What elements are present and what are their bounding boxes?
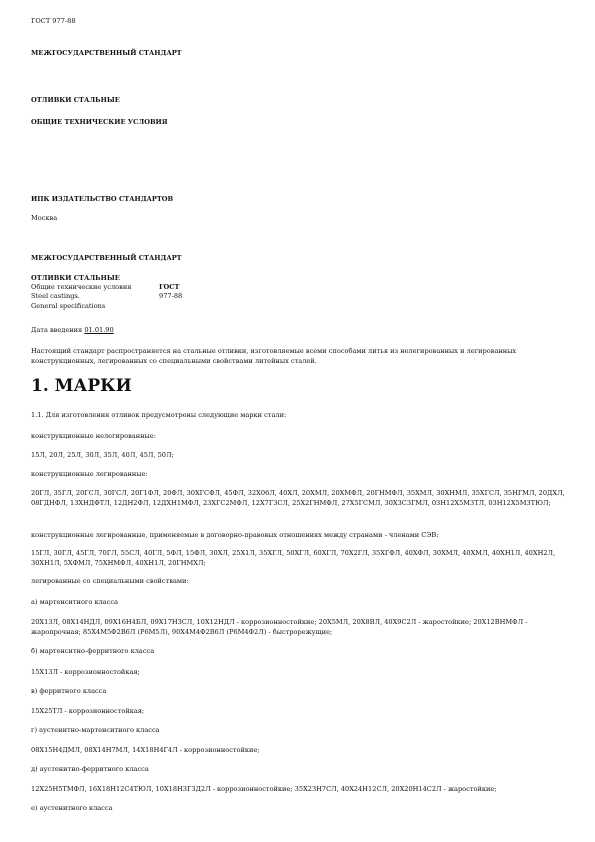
class-heading: г) аустенитно-мартенситного класса: [31, 726, 160, 734]
standard-type: МЕЖГОСУДАРСТВЕННЫЙ СТАНДАРТ: [31, 49, 182, 57]
grade-list: 20ГЛ, 35ГЛ, 20ГСЛ, 30ГСЛ, 20Г1ФЛ, 20ФЛ, 30ХГСФЛ, 45ФЛ, 32Х06Л, 40ХЛ, 20ХМЛ, 20ХМФЛ, 20ГНМФЛ, 35ХМЛ, 30ХНМЛ, 35ХГСЛ, 35НГМЛ, 20ДХЛ, 08ГДНФЛ, 13ХНДФТЛ, 12ДН2ФЛ, 12ДХН1МФЛ, 23ХГС2МФЛ, 12Х7ГЗСЛ, 25Х2ГНМФЛ, 27Х5ГСМЛ, 30Х3С3ГМЛ, 03Н12Х5М3ТЛ, 03Н12Х5М3ТЮЛ;: [31, 489, 565, 507]
title-block-row: Общие технические условия ГОСТ: [31, 283, 180, 292]
group-heading: легированные со специальными свойствами:: [31, 577, 189, 585]
class-heading: в) ферритного класса: [31, 687, 107, 695]
grade-list: 20Х13Л, 08Х14НДЛ, 09Х16Н4БЛ, 09Х17НЗСЛ, 10Х12НДЛ - коррозионностойкие; 20Х5МЛ, 20Х8ВЛ, 40Х9С2Л - жаростойкие; 20Х12ВНМФЛ - жаропрочная; 85Х4М5Ф2В6Л (Р6М5Л), 90Х4М4Ф2В6Л (Р6М4Ф2Л) - быстрорежущие;: [31, 618, 528, 636]
grade-list: 12Х25Н5ТМФЛ, 16Х18Н12С4ТЮЛ, 10Х18Н3Г3Д2Л - коррозионностойкие; 35Х23Н7СЛ, 40Х24Н12СЛ, 20Х20Н14С2Л - жаростойкие;: [31, 785, 497, 793]
title-block: [31, 274, 182, 311]
grade-list: 15Х13Л - коррозионностойкая;: [31, 668, 140, 676]
grade-list: 08Х15Н4ДМЛ, 08Х14Н7МЛ, 14Х18Н4Г4Л - коррозионностойкие;: [31, 746, 260, 754]
group-heading: конструкционные легированные, применяемые в договорно-правовых отношениях между странами - членами СЭВ:: [31, 531, 439, 539]
group-heading: конструкционные нелегированные:: [31, 432, 156, 440]
intro-date-value: 01.01.90: [84, 326, 114, 334]
class-heading: а) мартенситного класса: [31, 598, 119, 606]
standard-type-2: МЕЖГОСУДАРСТВЕННЫЙ СТАНДАРТ: [31, 254, 182, 262]
group-heading: конструкционные легированные:: [31, 470, 148, 478]
class-heading: е) аустенитного класса: [31, 804, 113, 812]
intro-date: Дата введения 01.01.90: [31, 326, 114, 334]
grade-list: 15ГЛ, 30ГЛ, 45ГЛ, 70ГЛ, 55СЛ, 40ГЛ, 5ФЛ, 15ФЛ, 30ХЛ, 25Х1Л, 35ХГЛ, 50ХГЛ, 60ХГЛ, 70Х2ГЛ, 35ХГФЛ, 40ХФЛ, 30ХМЛ, 40ХМЛ, 40ХН1Л, 40ХН2Л, 30ХН1Л, 5ХФМЛ, 75ХНМФЛ, 40ХН1Л, 20ГНМХЛ;: [31, 549, 556, 567]
clause-1-1: 1.1. Для изготовления отливок предусмотрены следующие марки стали:: [31, 411, 287, 419]
class-heading: д) аустенитно-ферритного класса: [31, 765, 149, 773]
doc-code: ГОСТ 977-88: [31, 17, 76, 25]
title-block-row: ОТЛИВКИ СТАЛЬНЫЕ: [31, 274, 120, 282]
class-heading: б) мартенситно-ферритного класса: [31, 647, 155, 655]
title-main: ОТЛИВКИ СТАЛЬНЫЕ: [31, 96, 120, 104]
title-block-row: Steel castings. 977-88: [31, 292, 183, 301]
publisher: ИПК ИЗДАТЕЛЬСТВО СТАНДАРТОВ: [31, 195, 174, 203]
section-heading: 1. МАРКИ: [31, 376, 132, 396]
title-sub: ОБЩИЕ ТЕХНИЧЕСКИЕ УСЛОВИЯ: [31, 118, 168, 126]
grade-list: 15Л, 20Л, 25Л, 30Л, 35Л, 40Л, 45Л, 50Л;: [31, 451, 174, 459]
title-block-row: General specifications: [31, 301, 106, 310]
city: Москва: [31, 214, 58, 222]
grade-list: 15Х25ТЛ - коррозионностойкая;: [31, 707, 145, 715]
scope-paragraph: Настоящий стандарт распространяется на стальные отливки, изготовляемые всеми способами литья из нелегированных и легированных конструкционных, легированных со специальными свойствами литейных сталей.: [31, 347, 517, 365]
